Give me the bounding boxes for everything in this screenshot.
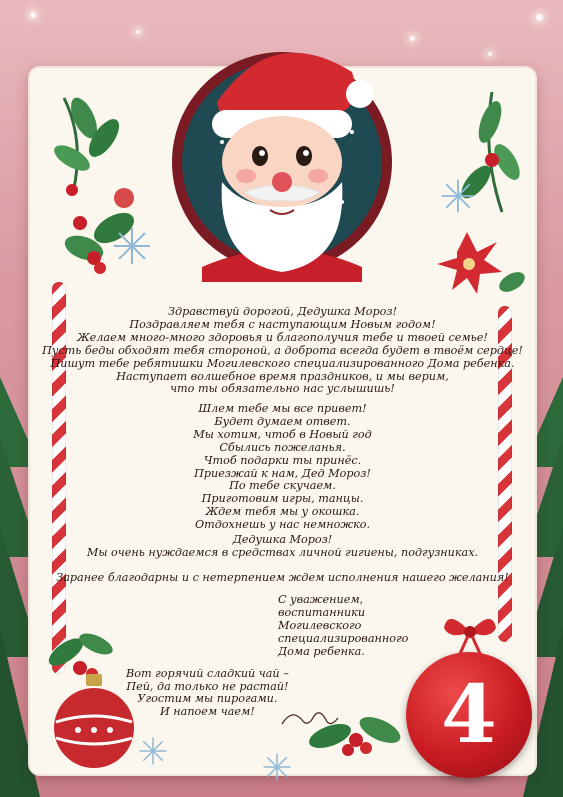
sparkle <box>536 14 543 21</box>
signature-line: С уважением, <box>278 593 364 606</box>
letter-line: Пусть беды обходят тебя стороной, а доброта всегда будет в твоём сердце! <box>42 343 523 357</box>
poem-line: Отдохнешь у нас немножко. <box>194 518 371 532</box>
snowflake-icon <box>112 226 152 266</box>
request-line: Дедушка Мороз! <box>232 533 333 546</box>
sparkle <box>410 36 415 41</box>
poem-line: Чтоб подарки ты принёс. <box>203 453 362 467</box>
poem-line: Сбылись пожеланья. <box>219 440 346 454</box>
badge-number: 4 <box>441 667 497 761</box>
letter-line: Здравствуй дорогой, Дедушка Мороз! <box>168 305 397 318</box>
thanks-line: Заранее благодарны и с нетерпением ждем исполнения нашего желания! <box>56 571 509 584</box>
letter-poem <box>40 403 525 532</box>
signature-line: специализированного <box>278 631 409 645</box>
letter-thanks <box>40 572 525 585</box>
poem-line: Шлем тебе мы все привет! <box>198 402 367 415</box>
request-line: Мы очень нуждаемся в средствах личной гигиены, подгузниках. <box>86 545 479 559</box>
snowflake-icon <box>440 178 476 214</box>
letter-greeting <box>40 306 525 396</box>
poem-line: Ждем тебя мы у окошка. <box>205 505 360 519</box>
letter-line: Желаем много-много здоровья и благополучия тебе и твоей семье! <box>77 330 488 344</box>
signature-line: Дома ребенка. <box>278 644 365 658</box>
letter-signature <box>278 594 408 659</box>
poem-line: По тебе скучаем. <box>229 479 336 493</box>
sparkle <box>136 30 140 34</box>
closing-poem-line: Пей, да только не растай! <box>126 679 289 693</box>
letter-line: Пишут тебе ребятишки Могилевского специализированного Дома ребенка. <box>50 356 515 370</box>
letter-line: Поздравляем тебя с наступающим Новым годом! <box>129 317 436 331</box>
closing-poem-line: И напоем чаем! <box>160 704 255 718</box>
letter-request <box>40 534 525 560</box>
signature-line: воспитанники <box>278 605 366 619</box>
snowflake-icon <box>138 736 168 766</box>
signature-line: Могилевского <box>278 618 362 632</box>
poem-line: Приезжай к нам, Дед Мороз! <box>194 466 371 480</box>
signature-flourish-icon <box>280 706 340 732</box>
letter-line: Наступает волшебное время праздников, и мы верим, <box>116 369 449 383</box>
closing-poem-line: Вот горячий сладкий чай – <box>126 667 289 680</box>
sparkle <box>488 52 492 56</box>
poem-line: Приготовим игры, танцы. <box>201 492 364 506</box>
letter-line: что ты обязательно нас услышишь! <box>170 382 395 396</box>
closing-poem <box>126 668 289 718</box>
poem-line: Будет думаем ответ. <box>214 414 351 428</box>
number-badge <box>406 652 532 778</box>
santa-claus-icon <box>162 32 402 282</box>
snowflake-icon <box>262 752 292 782</box>
closing-poem-line: Угостим мы пирогами. <box>137 692 278 706</box>
sparkle <box>30 12 36 18</box>
poem-line: Мы хотим, чтоб в Новый год <box>193 427 372 441</box>
